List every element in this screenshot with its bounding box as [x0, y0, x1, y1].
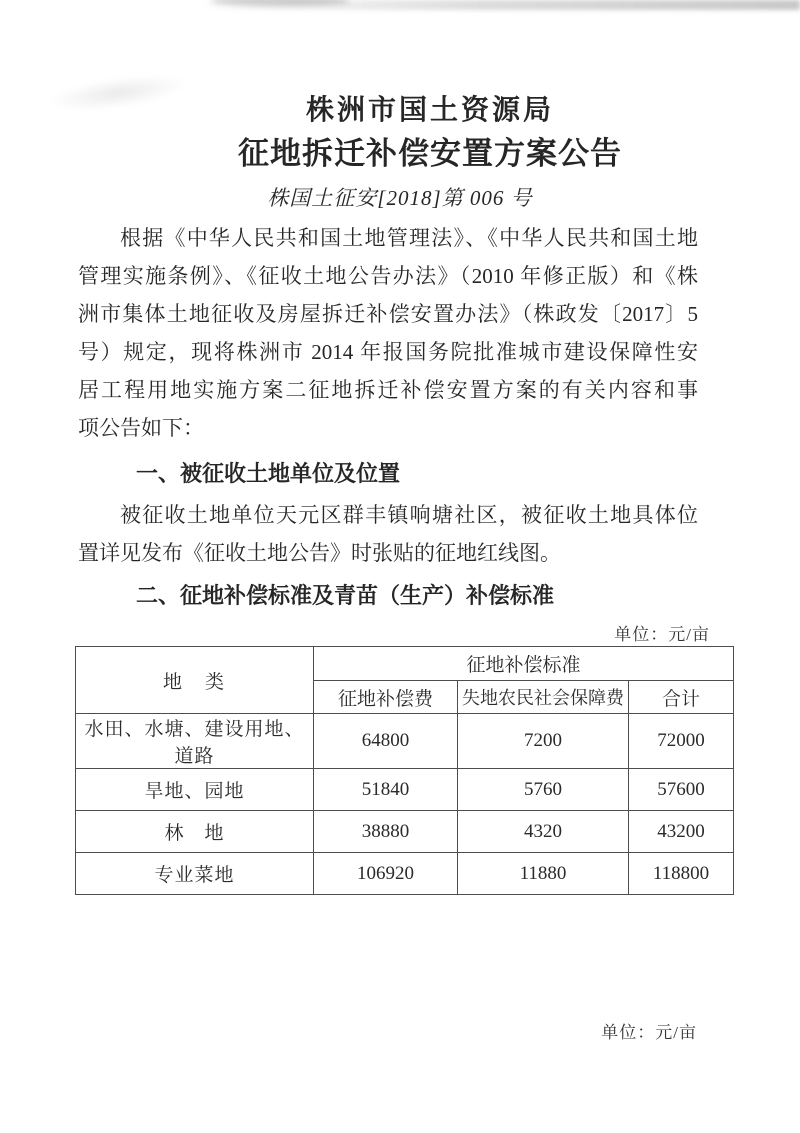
land-type-cell: 旱地、园地 — [76, 769, 314, 811]
paragraph-line: 根据《中华人民共和国土地管理法》、《中华人民共和国土地 — [120, 226, 698, 250]
scan-artifact-top-band — [0, 0, 800, 10]
intro-paragraph — [78, 219, 698, 447]
total-cell: 57600 — [629, 769, 734, 811]
total-cell: 72000 — [629, 714, 734, 769]
document-number: 株国土征安[2018]第 006 号 — [267, 186, 533, 210]
fee-cell: 64800 — [314, 714, 458, 769]
social-security-cell: 11880 — [458, 853, 629, 895]
unit-label-top: 单位：元/亩 — [614, 625, 710, 644]
fee-cell: 51840 — [314, 769, 458, 811]
table-row — [76, 714, 734, 769]
land-type-cell: 林 地 — [76, 811, 314, 853]
land-type-cell: 专业菜地 — [76, 853, 314, 895]
table-header-group: 征地补偿标准 — [314, 647, 734, 681]
paragraph-line: 洲市集体土地征收及房屋拆迁补偿安置办法》（株政发〔2017〕5 — [78, 302, 698, 326]
table-header-land-type: 地 类 — [76, 647, 314, 714]
table-header-row-1 — [76, 647, 734, 681]
paragraph-line: 管理实施条例》、《征收土地公告办法》（2010 年修正版）和《株 — [78, 264, 698, 288]
fee-cell: 106920 — [314, 853, 458, 895]
fee-cell: 38880 — [314, 811, 458, 853]
table-header-fee: 征地补偿费 — [314, 681, 458, 714]
social-security-cell: 5760 — [458, 769, 629, 811]
unit-label-bottom: 单位：元/亩 — [601, 1023, 697, 1042]
table-row — [76, 811, 734, 853]
table-row — [76, 769, 734, 811]
table-header-social-security: 失地农民社会保障费 — [458, 681, 629, 714]
section2-heading: 二、征地补偿标准及青苗（生产）补偿标准 — [136, 583, 555, 608]
paragraph-line: 被征收土地单位天元区群丰镇响塘社区，被征收土地具体位 — [120, 503, 698, 527]
social-security-cell: 7200 — [458, 714, 629, 769]
total-cell: 118800 — [629, 853, 734, 895]
table-row — [76, 853, 734, 895]
agency-title: 株洲市国土资源局 — [305, 95, 554, 126]
announcement-title: 征地拆迁补偿安置方案公告 — [238, 136, 622, 171]
paragraph-line: 置详见发布《征收土地公告》时张贴的征地红线图。 — [78, 541, 561, 565]
compensation-table — [75, 646, 734, 895]
table-header-total: 合计 — [629, 681, 734, 714]
land-type-cell: 水田、水塘、建设用地、道路 — [76, 714, 314, 769]
section1-paragraph — [78, 496, 698, 572]
social-security-cell: 4320 — [458, 811, 629, 853]
paragraph-line: 项公告如下： — [78, 416, 204, 440]
section1-heading: 一、被征收土地单位及位置 — [136, 461, 401, 486]
paragraph-line: 居工程用地实施方案二征地拆迁补偿安置方案的有关内容和事 — [78, 378, 698, 402]
paragraph-line: 号）规定，现将株洲市 2014 年报国务院批准城市建设保障性安 — [78, 340, 698, 364]
total-cell: 43200 — [629, 811, 734, 853]
